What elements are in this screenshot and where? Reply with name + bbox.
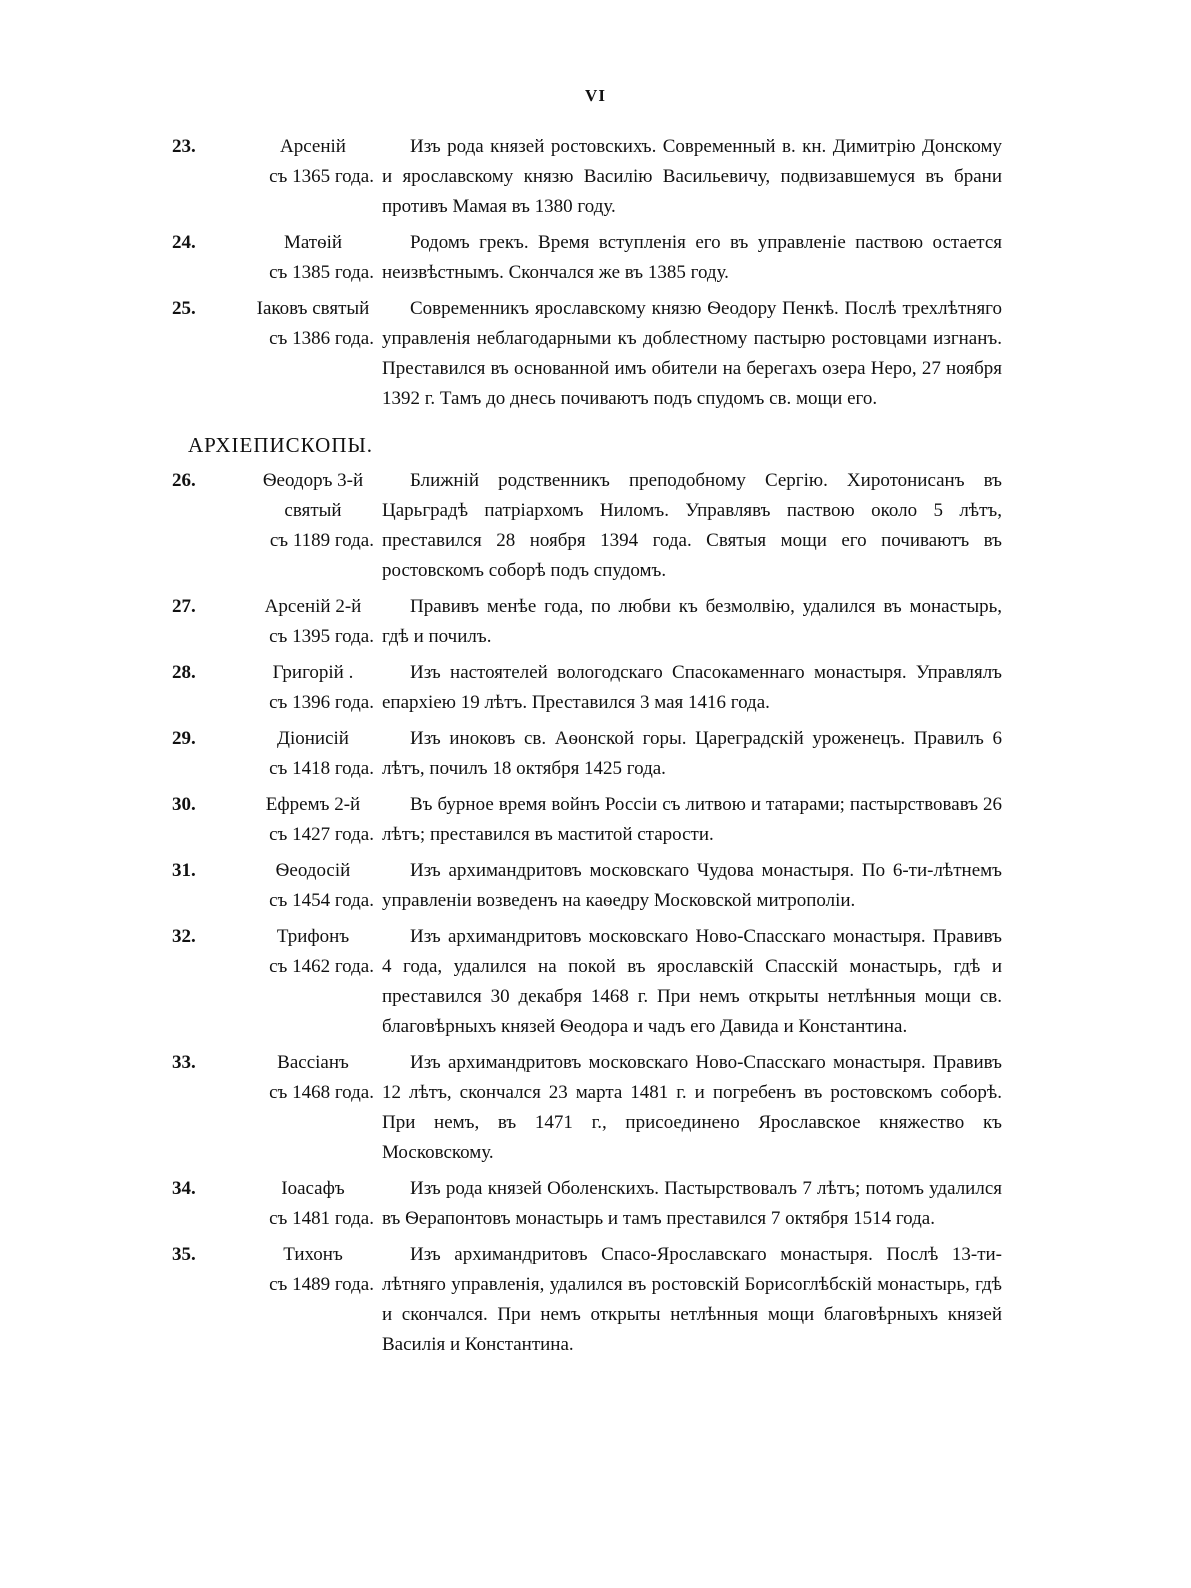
entry-name-block	[222, 592, 382, 652]
entry-29	[172, 724, 1002, 784]
entry-text: Правивъ менѣе года, по любви къ безмолвію, удалился въ монастырь, гдѣ и почилъ.	[382, 596, 1002, 647]
entry-name-block	[222, 228, 382, 288]
entry-name-block	[222, 1174, 382, 1234]
entry-text: Изъ архимандритовъ московскаго Ново-Спасскаго монастыря. Правивъ 12 лѣтъ, скончался 23 марта 1481 г. и погребенъ въ ростовскомъ соборѣ. При немъ, въ 1471 г., присоединено Ярославское княжество къ Московскому.	[382, 1052, 1002, 1163]
entry-name: Матѳій	[283, 232, 343, 253]
entry-number: 34.	[172, 1178, 196, 1199]
entry-name-block	[222, 466, 382, 586]
entry-year: съ 1481 года.	[269, 1208, 374, 1229]
entry-name: Іаковъ святый	[256, 298, 370, 319]
entry-name-block	[222, 1048, 382, 1168]
entry-text: Изъ иноковъ св. Аѳонской горы. Цареградскій уроженецъ. Правилъ 6 лѣтъ, почилъ 18 октября 1425 года.	[382, 728, 1002, 779]
entry-name: Арсеній	[280, 136, 346, 157]
entry-name-block	[222, 294, 382, 414]
entry-23	[172, 132, 1002, 222]
page-number: VI	[585, 86, 606, 105]
entry-number: 25.	[172, 298, 196, 319]
entry-name: Ефремъ 2-й	[265, 794, 361, 815]
entry-text: Изъ рода князей ростовскихъ. Современный в. кн. Димитрію Донскому и ярославскому князю Василію Васильевичу, подвизавшемуся въ брани противъ Мамая въ 1380 году.	[382, 136, 1002, 217]
entry-24	[172, 228, 1002, 288]
entry-31	[172, 856, 1002, 916]
entry-name-line2: святый	[284, 500, 342, 521]
entry-number: 29.	[172, 728, 196, 749]
entry-name-block	[222, 1240, 382, 1360]
entry-number: 23.	[172, 136, 196, 157]
page-content	[172, 132, 1002, 1366]
entry-name-block	[222, 132, 382, 222]
entry-35	[172, 1240, 1002, 1360]
entry-year: съ 1385 года.	[269, 262, 374, 283]
entry-text: Современникъ ярославскому князю Ѳеодору Пенкѣ. Послѣ трехлѣтняго управленія неблагодарными къ доблестному пастырю ростовцами изгнанъ. Преставился въ основанной имъ обители на берегахъ озера Неро, 27 ноября 1392 г. Тамъ до днесь почиваютъ подъ спудомъ св. мощи его.	[382, 298, 1002, 409]
entry-32	[172, 922, 1002, 1042]
entry-30	[172, 790, 1002, 850]
entry-year: съ 1489 года.	[269, 1274, 374, 1295]
entry-text: Родомъ грекъ. Время вступленія его въ управленіе паствою остается неизвѣстнымъ. Скончался же въ 1385 году.	[382, 232, 1002, 283]
entry-name: Діонисій	[277, 728, 349, 749]
entry-name: Ѳеодосій	[275, 860, 351, 881]
entry-text: Въ бурное время войнъ Россіи съ литвою и татарами; пастырствовавъ 26 лѣтъ; преставился въ маститой старости.	[382, 794, 1002, 845]
entry-name: Іоасафъ	[281, 1178, 345, 1199]
entry-year: съ 1454 года.	[269, 890, 374, 911]
entry-name-block	[222, 724, 382, 784]
entry-year: съ 1427 года.	[269, 824, 374, 845]
entry-number: 31.	[172, 860, 196, 881]
entry-name: Арсеній 2-й	[264, 596, 362, 617]
entry-year: съ 1395 года.	[269, 626, 374, 647]
entry-number: 26.	[172, 470, 196, 491]
entry-number: 35.	[172, 1244, 196, 1265]
entry-number: 24.	[172, 232, 196, 253]
entry-number: 32.	[172, 926, 196, 947]
entry-number: 30.	[172, 794, 196, 815]
entry-number: 27.	[172, 596, 196, 617]
entry-name: Григорій .	[272, 662, 354, 683]
entry-27	[172, 592, 1002, 652]
entry-text: Изъ архимандритовъ московскаго Ново-Спасскаго монастыря. Правивъ 4 года, удалился на покой въ ярославскій Спасскій монастырь, гдѣ и преставился 30 декабря 1468 г. При немъ открыты нетлѣнныя мощи св. благовѣрныхъ князей Ѳеодора и чадъ его Давида и Константина.	[382, 926, 1002, 1037]
entry-28	[172, 658, 1002, 718]
entry-year: съ 1468 года.	[269, 1082, 374, 1103]
entry-text: Изъ архимандритовъ московскаго Чудова монастыря. По 6-ти-лѣтнемъ управленіи возведенъ на каѳедру Московской митрополіи.	[382, 860, 1002, 911]
entry-year: съ 1365 года.	[269, 166, 374, 187]
entry-text: Изъ рода князей Оболенскихъ. Пастырствовалъ 7 лѣтъ; потомъ удалился въ Ѳерапонтовъ монастырь и тамъ преставился 7 октября 1514 года.	[382, 1178, 1002, 1229]
entry-number: 28.	[172, 662, 196, 683]
section-heading: АРХІЕПИСКОПЫ.	[188, 433, 374, 457]
entry-year: съ 1462 года.	[269, 956, 374, 977]
entry-name: Вассіанъ	[277, 1052, 349, 1073]
entry-name: Трифонъ	[276, 926, 350, 947]
entry-year: съ 1396 года.	[269, 692, 374, 713]
entry-name-block	[222, 856, 382, 916]
entry-34	[172, 1174, 1002, 1234]
entry-name-block	[222, 658, 382, 718]
entry-text: Ближній родственникъ преподобному Сергію. Хиротонисанъ въ Царьградѣ патріархомъ Ниломъ. Управлявъ паствою около 5 лѣтъ, преставился 28 ноября 1394 года. Святыя мощи его почиваютъ въ ростовскомъ соборѣ подъ спудомъ.	[382, 470, 1002, 581]
entry-year: съ 1189 года.	[269, 530, 374, 551]
entry-name-block	[222, 790, 382, 850]
entry-year: съ 1386 года.	[269, 328, 374, 349]
entry-text: Изъ настоятелей вологодскаго Спасокаменнаго монастыря. Управлялъ епархіею 19 лѣтъ. Преставился 3 мая 1416 года.	[382, 662, 1002, 713]
entry-text: Изъ архимандритовъ Спасо-Ярославскаго монастыря. Послѣ 13-ти-лѣтняго управленія, удалился въ ростовскій Борисоглѣбскій монастырь, гдѣ и скончался. При немъ открыты нетлѣнныя мощи благовѣрныхъ князей Василія и Константина.	[382, 1244, 1002, 1355]
entry-name: Ѳеодоръ 3-й	[262, 470, 364, 491]
entry-name-block	[222, 922, 382, 1042]
entry-name: Тихонъ	[283, 1244, 343, 1265]
entry-25	[172, 294, 1002, 414]
entry-number: 33.	[172, 1052, 196, 1073]
entry-year: съ 1418 года.	[269, 758, 374, 779]
entry-26	[172, 466, 1002, 586]
entry-33	[172, 1048, 1002, 1168]
